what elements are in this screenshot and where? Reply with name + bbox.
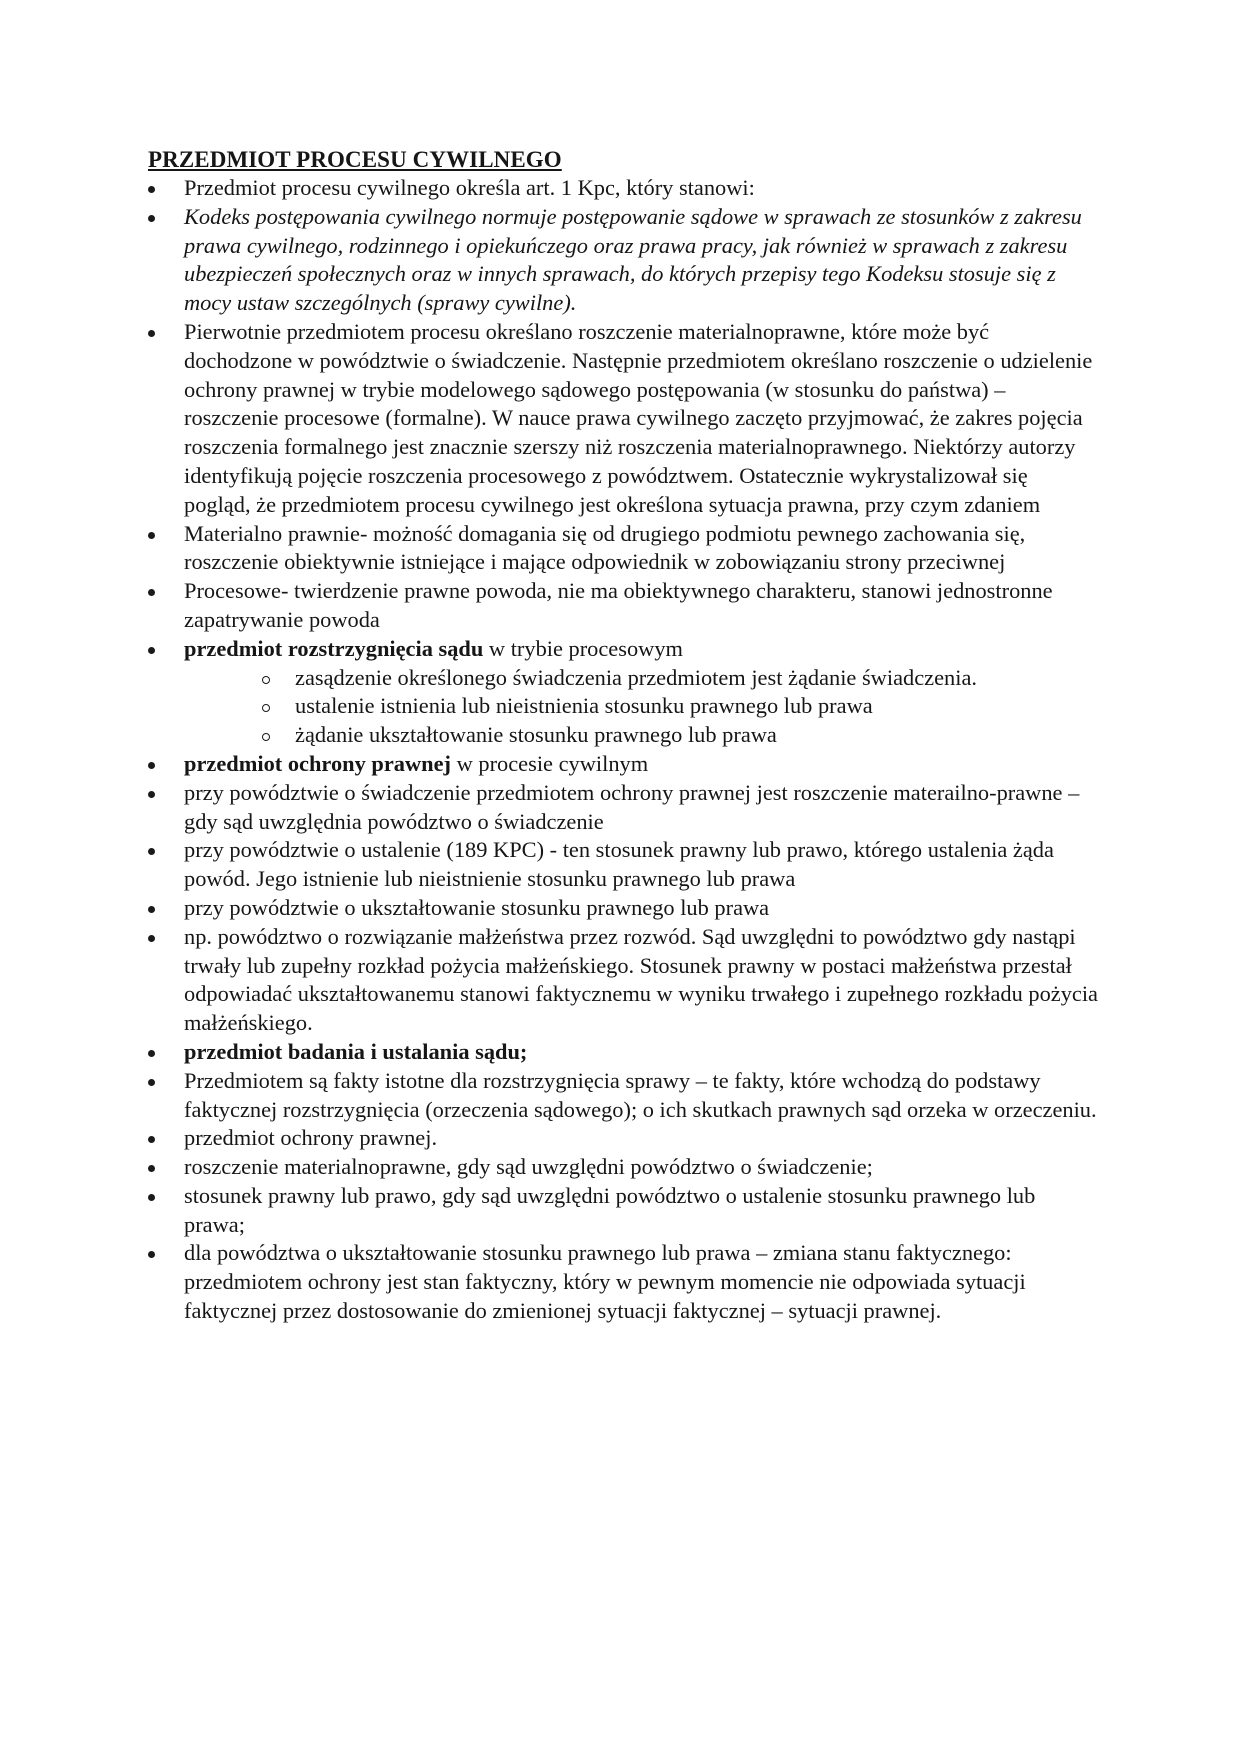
item-text: stosunek prawny lub prawo, gdy sąd uwzględni powództwo o ustalenie stosunku prawnego lub prawa; — [184, 1182, 1036, 1237]
list-item — [148, 836, 1098, 894]
list-item — [148, 1182, 1098, 1240]
circle-bullet-icon — [262, 733, 270, 741]
list-item — [148, 1239, 1098, 1325]
item-text: roszczenie materialnoprawne, gdy sąd uwzględni powództwo o świadczenie; — [184, 1154, 873, 1180]
item-text: przy powództwie o ukształtowanie stosunku prawnego lub prawa — [184, 894, 770, 920]
item-text: Przedmiotem są fakty istotne dla rozstrzygnięcia sprawy – te fakty, które wchodzą do podstawy faktycznej rozstrzygnięcia (orzeczenia sądowego); o ich skutkach prawnych sąd orzeka w orzeczeniu. — [184, 1067, 1097, 1122]
list-item — [148, 203, 1098, 318]
list-item — [148, 750, 1098, 779]
item-text: przedmiot ochrony prawnej. — [184, 1125, 438, 1151]
item-text: Procesowe- twierdzenie prawne powoda, nie ma obiektywnego charakteru, stanowi jednostronne zapatrywanie powoda — [184, 578, 1053, 632]
bullet-icon — [148, 215, 155, 222]
bullet-icon — [148, 1165, 155, 1172]
bullet-icon — [148, 1050, 155, 1057]
sub-list-item — [148, 664, 1098, 693]
bullet-icon — [148, 186, 155, 193]
list-item — [148, 318, 1098, 520]
list-item — [148, 520, 1098, 578]
document-content — [148, 146, 1098, 1326]
sub-list-item — [148, 692, 1098, 721]
item-text: np. powództwo o rozwiązanie małżeństwa przez rozwód. Sąd uwzględni to powództwo gdy nastąpi trwały lub zupełny rozkład pożycia małżeńskiego. Stosunek prawny w postaci małżeństwa przestał odpowiadać ukształtowanemu stanowi faktycznemu w wyniku trwałego i zupełnego rozkładu pożycia małżeńskiego. — [184, 923, 1098, 1036]
bullet-icon — [148, 1079, 155, 1086]
bullet-icon — [148, 589, 155, 596]
list-item — [148, 923, 1098, 1038]
bullet-icon — [148, 532, 155, 539]
item-text-bold: przedmiot badania i ustalania sądu; — [184, 1038, 528, 1064]
circle-bullet-icon — [262, 704, 270, 712]
item-text: Pierwotnie przedmiotem procesu określano roszczenie materialnoprawne, które może być dochodzone w powództwie o świadczenie. Następnie przedmiotem określano roszczenie o udzielenie ochrony prawnej w trybie modelowego sądowego postępowania (w stosunku do państwa) – roszczenie procesowe (formalne). W nauce prawa cywilnego zaczęto przyjmować, że zakres pojęcia roszczenia formalnego jest znacznie szerszy niż roszczenia materialnoprawnego. Niektórzy autorzy identyfikują pojęcie roszczenia procesowego z powództwem. Ostatecznie wykrystalizował się pogląd, że przedmiotem procesu cywilnego jest określona sytuacja prawna, przy czym zdaniem — [184, 318, 1093, 517]
bullet-icon — [148, 1251, 155, 1258]
item-text: w procesie cywilnym — [451, 750, 649, 776]
item-text-italic: Kodeks postępowania cywilnego normuje postępowanie sądowe w sprawach ze stosunków z zakresu prawa cywilnego, rodzinnego i opiekuńczego oraz prawa pracy, jak również w sprawach z zakresu ubezpieczeń społecznych oraz w innych sprawach, do których przepisy tego Kodeksu stosuje się z mocy ustaw szczególnych (sprawy cywilne). — [184, 203, 1082, 316]
sub-item-text: zasądzenie określonego świadczenia przedmiotem jest żądanie świadczenia. — [295, 664, 977, 690]
sub-list-item — [148, 721, 1098, 750]
bullet-icon — [148, 1194, 155, 1201]
list-item — [148, 894, 1098, 923]
bullet-icon — [148, 762, 155, 769]
item-text: Materialno prawnie- możność domagania się od drugiego podmiotu pewnego zachowania się, roszczenie obiektywnie istniejące i mające odpowiednik w zobowiązaniu strony przeciwnej — [184, 520, 1026, 575]
list-item — [148, 577, 1098, 635]
list-item — [148, 1124, 1098, 1153]
list-item — [148, 174, 1098, 203]
item-text: w trybie procesowym — [483, 635, 683, 661]
bullet-icon — [148, 647, 155, 654]
sub-list — [148, 664, 1098, 750]
bullet-icon — [148, 330, 155, 337]
circle-bullet-icon — [262, 676, 270, 684]
bullet-icon — [148, 935, 155, 942]
bullet-icon — [148, 791, 155, 798]
item-text-bold: przedmiot rozstrzygnięcia sądu — [184, 635, 484, 661]
item-text: Przedmiot procesu cywilnego określa art. 1 Kpc, który stanowi: — [184, 175, 755, 200]
list-item — [148, 1153, 1098, 1182]
bullet-icon — [148, 906, 155, 913]
list-item — [148, 1067, 1098, 1125]
sub-item-text: żądanie ukształtowanie stosunku prawnego lub prawa — [295, 722, 777, 748]
document-title: PRZEDMIOT PROCESU CYWILNEGO — [148, 147, 562, 172]
item-text: przy powództwie o świadczenie przedmiotem ochrony prawnej jest roszczenie materailno-prawne – gdy sąd uwzględnia powództwo o świadczenie — [184, 779, 1080, 834]
list-item — [148, 1038, 1098, 1067]
sub-item-text: ustalenie istnienia lub nieistnienia stosunku prawnego lub prawa — [295, 693, 873, 719]
item-text: dla powództwa o ukształtowanie stosunku prawnego lub prawa – zmiana stanu faktycznego: przedmiotem ochrony jest stan faktyczny, który w pewnym momencie nie odpowiada sytuacji faktycznej przez dostosowanie do zmienionej sytuacji faktycznej – sytuacji prawnej. — [184, 1240, 1026, 1324]
item-text-bold: przedmiot ochrony prawnej — [184, 750, 452, 776]
list-item — [148, 635, 1098, 750]
bullet-icon — [148, 848, 155, 855]
bullet-icon — [148, 1136, 155, 1143]
list-item — [148, 779, 1098, 837]
item-text: przy powództwie o ustalenie (189 KPC) - ten stosunek prawny lub prawo, którego ustalenia żąda powód. Jego istnienie lub nieistnienie stosunku prawnego lub prawa — [184, 837, 1054, 892]
bullet-list — [148, 174, 1098, 1326]
